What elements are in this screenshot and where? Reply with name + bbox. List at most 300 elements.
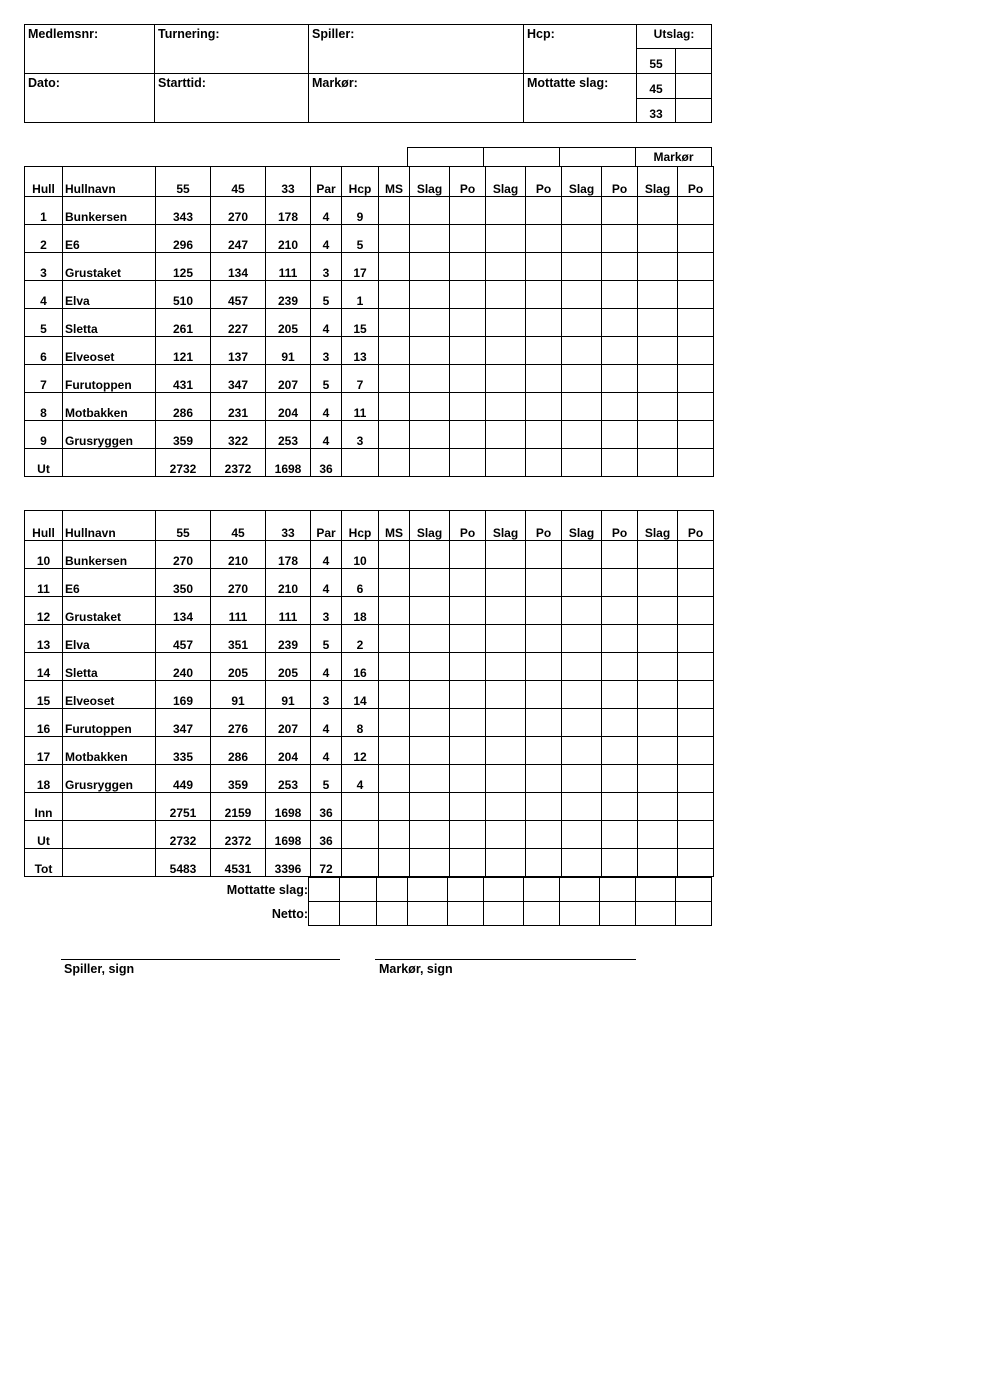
slag-input[interactable]	[562, 449, 602, 477]
po-input[interactable]	[526, 793, 562, 821]
po-input[interactable]	[450, 337, 486, 365]
starttid-field[interactable]	[154, 73, 309, 123]
dato-field[interactable]	[24, 73, 155, 123]
hole-row	[25, 569, 714, 597]
column-header-ms: MS	[379, 511, 410, 541]
cell-t33: 239	[266, 281, 311, 309]
slag-input[interactable]	[410, 793, 450, 821]
extra-input-box[interactable]	[483, 901, 524, 926]
slag-input[interactable]	[410, 421, 450, 449]
slag-input[interactable]	[486, 569, 526, 597]
ms-input[interactable]	[379, 737, 410, 765]
slag-input[interactable]	[410, 253, 450, 281]
po-input[interactable]	[602, 337, 638, 365]
extra-input-box[interactable]	[599, 877, 636, 902]
po-input[interactable]	[602, 765, 638, 793]
slag-input[interactable]	[486, 737, 526, 765]
po-input[interactable]	[678, 393, 714, 421]
cell-hcp: 9	[342, 197, 379, 225]
utslag-55-input[interactable]	[675, 48, 712, 74]
cell-hcp: 11	[342, 393, 379, 421]
cell-t55: 2732	[156, 449, 211, 477]
po-input[interactable]	[450, 197, 486, 225]
slag-input[interactable]	[410, 737, 450, 765]
extra-input-box[interactable]	[635, 877, 676, 902]
po-input[interactable]	[450, 365, 486, 393]
po-input[interactable]	[602, 253, 638, 281]
column-header-hullnavn: Hullnavn	[63, 167, 156, 197]
po-input[interactable]	[526, 681, 562, 709]
slag-input[interactable]	[410, 625, 450, 653]
cell-hull: 13	[25, 625, 63, 653]
po-input[interactable]	[526, 625, 562, 653]
mottatte-slag-label: Mottatte slag:	[527, 76, 609, 90]
slag-input[interactable]	[638, 709, 678, 737]
po-input[interactable]	[678, 821, 714, 849]
po-input[interactable]	[450, 569, 486, 597]
column-header-slag: Slag	[486, 167, 526, 197]
po-input[interactable]	[602, 309, 638, 337]
slag-input[interactable]	[562, 709, 602, 737]
slag-input[interactable]	[486, 421, 526, 449]
cell-hcp: 17	[342, 253, 379, 281]
po-input[interactable]	[602, 225, 638, 253]
column-header-slag: Slag	[638, 167, 678, 197]
cell-hull: 9	[25, 421, 63, 449]
slag-input[interactable]	[562, 597, 602, 625]
slag-input[interactable]	[562, 765, 602, 793]
extra-input-box[interactable]	[675, 901, 712, 926]
extra-input-box[interactable]	[559, 877, 600, 902]
po-input[interactable]	[526, 849, 562, 877]
utslag-33-input[interactable]	[675, 98, 712, 123]
cell-t55: 2751	[156, 793, 211, 821]
slag-input[interactable]	[638, 253, 678, 281]
slag-input[interactable]	[486, 653, 526, 681]
cell-name: Elveoset	[63, 681, 156, 709]
slag-input[interactable]	[562, 681, 602, 709]
slag-input[interactable]	[562, 541, 602, 569]
cell-par: 3	[311, 681, 342, 709]
po-input[interactable]	[678, 449, 714, 477]
markor-sign-line[interactable]	[375, 959, 636, 960]
po-input[interactable]	[450, 541, 486, 569]
po-input[interactable]	[450, 309, 486, 337]
hole-row	[25, 625, 714, 653]
po-input[interactable]	[602, 793, 638, 821]
slag-input[interactable]	[486, 449, 526, 477]
slag-input[interactable]	[562, 849, 602, 877]
po-input[interactable]	[450, 253, 486, 281]
extra-input-box[interactable]	[675, 877, 712, 902]
extra-input-box[interactable]	[523, 901, 560, 926]
slag-input[interactable]	[638, 597, 678, 625]
spiller-field[interactable]	[308, 24, 524, 74]
slag-input[interactable]	[638, 281, 678, 309]
slag-input[interactable]	[638, 197, 678, 225]
po-input[interactable]	[526, 197, 562, 225]
po-input[interactable]	[526, 737, 562, 765]
cell-hull: 12	[25, 597, 63, 625]
po-input[interactable]	[450, 737, 486, 765]
po-input[interactable]	[678, 709, 714, 737]
cell-t55: 286	[156, 393, 211, 421]
ms-input[interactable]	[379, 625, 410, 653]
po-input[interactable]	[526, 421, 562, 449]
column-header-slag: Slag	[410, 511, 450, 541]
slag-input[interactable]	[638, 449, 678, 477]
slag-input[interactable]	[410, 225, 450, 253]
ms-input[interactable]	[379, 365, 410, 393]
po-input[interactable]	[602, 197, 638, 225]
group-header-3	[559, 147, 636, 166]
column-header-slag: Slag	[562, 167, 602, 197]
po-input[interactable]	[450, 421, 486, 449]
slag-input[interactable]	[410, 337, 450, 365]
po-input[interactable]	[678, 849, 714, 877]
slag-input[interactable]	[638, 569, 678, 597]
slag-input[interactable]	[638, 737, 678, 765]
cell-t45: 137	[211, 337, 266, 365]
group-header-2	[483, 147, 560, 166]
po-input[interactable]	[450, 597, 486, 625]
po-input[interactable]	[678, 625, 714, 653]
slag-input[interactable]	[486, 709, 526, 737]
slag-input[interactable]	[562, 253, 602, 281]
po-input[interactable]	[450, 821, 486, 849]
slag-input[interactable]	[410, 709, 450, 737]
slag-input[interactable]	[562, 653, 602, 681]
slag-input[interactable]	[562, 625, 602, 653]
extra-input-box[interactable]	[635, 901, 676, 926]
ms-input[interactable]	[379, 821, 410, 849]
po-input[interactable]	[678, 337, 714, 365]
cell-par: 4	[311, 653, 342, 681]
po-input[interactable]	[678, 225, 714, 253]
ms-input[interactable]	[379, 765, 410, 793]
ms-input[interactable]	[379, 541, 410, 569]
po-input[interactable]	[526, 597, 562, 625]
slag-input[interactable]	[638, 541, 678, 569]
slag-input[interactable]	[638, 821, 678, 849]
slag-input[interactable]	[638, 365, 678, 393]
po-input[interactable]	[678, 281, 714, 309]
slag-input[interactable]	[562, 225, 602, 253]
po-input[interactable]	[602, 849, 638, 877]
slag-input[interactable]	[410, 653, 450, 681]
cell-par: 5	[311, 765, 342, 793]
extra-input-box[interactable]	[339, 901, 377, 926]
po-input[interactable]	[450, 849, 486, 877]
ms-input[interactable]	[379, 653, 410, 681]
po-input[interactable]	[602, 281, 638, 309]
extra-input-box[interactable]	[308, 901, 340, 926]
hole-row	[25, 765, 714, 793]
cell-par: 3	[311, 597, 342, 625]
po-input[interactable]	[526, 225, 562, 253]
extra-input-box[interactable]	[407, 877, 448, 902]
slag-input[interactable]	[410, 681, 450, 709]
cell-name: Elva	[63, 281, 156, 309]
column-header-po: Po	[602, 511, 638, 541]
extra-input-box[interactable]	[376, 901, 408, 926]
cell-t45: 322	[211, 421, 266, 449]
cell-name: Grustaket	[63, 253, 156, 281]
slag-input[interactable]	[486, 253, 526, 281]
po-input[interactable]	[602, 597, 638, 625]
cell-hcp: 7	[342, 365, 379, 393]
slag-input[interactable]	[638, 765, 678, 793]
po-input[interactable]	[678, 681, 714, 709]
ms-input[interactable]	[379, 709, 410, 737]
slag-input[interactable]	[486, 541, 526, 569]
slag-input[interactable]	[410, 309, 450, 337]
mottatte-slag-field[interactable]	[523, 73, 637, 123]
slag-input[interactable]	[562, 365, 602, 393]
ms-input[interactable]	[379, 597, 410, 625]
cell-t45: 270	[211, 569, 266, 597]
slag-input[interactable]	[410, 393, 450, 421]
ms-input[interactable]	[379, 253, 410, 281]
column-header-slag: Slag	[410, 167, 450, 197]
po-input[interactable]	[678, 309, 714, 337]
extra-input-box[interactable]	[523, 877, 560, 902]
slag-input[interactable]	[486, 793, 526, 821]
dato-label: Dato:	[28, 76, 60, 90]
po-input[interactable]	[450, 653, 486, 681]
po-input[interactable]	[678, 653, 714, 681]
po-input[interactable]	[526, 541, 562, 569]
slag-input[interactable]	[486, 197, 526, 225]
po-input[interactable]	[450, 709, 486, 737]
extra-input-box[interactable]	[447, 877, 484, 902]
extra-input-box[interactable]	[599, 901, 636, 926]
cell-name: Bunkersen	[63, 197, 156, 225]
po-input[interactable]	[526, 393, 562, 421]
slag-input[interactable]	[486, 821, 526, 849]
ms-input[interactable]	[379, 793, 410, 821]
cell-par: 4	[311, 569, 342, 597]
slag-input[interactable]	[410, 281, 450, 309]
slag-input[interactable]	[562, 569, 602, 597]
slag-input[interactable]	[486, 681, 526, 709]
column-header-row	[25, 511, 714, 541]
po-input[interactable]	[678, 253, 714, 281]
cell-t45: 205	[211, 653, 266, 681]
ms-input[interactable]	[379, 393, 410, 421]
po-input[interactable]	[450, 225, 486, 253]
column-header-hcp: Hcp	[342, 511, 379, 541]
po-input[interactable]	[678, 421, 714, 449]
po-input[interactable]	[602, 365, 638, 393]
cell-t55: 335	[156, 737, 211, 765]
po-input[interactable]	[450, 281, 486, 309]
ms-input[interactable]	[379, 197, 410, 225]
po-input[interactable]	[526, 569, 562, 597]
extra-input-box[interactable]	[376, 877, 408, 902]
slag-input[interactable]	[486, 597, 526, 625]
ms-input[interactable]	[379, 449, 410, 477]
po-input[interactable]	[678, 569, 714, 597]
turnering-field[interactable]	[154, 24, 309, 74]
extra-input-box[interactable]	[447, 901, 484, 926]
extra-input-box[interactable]	[407, 901, 448, 926]
slag-input[interactable]	[486, 625, 526, 653]
po-input[interactable]	[602, 541, 638, 569]
medlemsnr-field[interactable]	[24, 24, 155, 74]
ms-input[interactable]	[379, 309, 410, 337]
po-input[interactable]	[526, 253, 562, 281]
cell-hull: 7	[25, 365, 63, 393]
ms-input[interactable]	[379, 281, 410, 309]
slag-input[interactable]	[638, 625, 678, 653]
po-input[interactable]	[602, 569, 638, 597]
slag-input[interactable]	[486, 281, 526, 309]
cell-t33: 253	[266, 421, 311, 449]
slag-input[interactable]	[486, 849, 526, 877]
po-input[interactable]	[450, 765, 486, 793]
cell-hull: 6	[25, 337, 63, 365]
po-input[interactable]	[602, 449, 638, 477]
slag-input[interactable]	[410, 449, 450, 477]
slag-input[interactable]	[562, 197, 602, 225]
po-input[interactable]	[602, 821, 638, 849]
slag-input[interactable]	[562, 309, 602, 337]
column-header-po: Po	[450, 167, 486, 197]
slag-input[interactable]	[638, 225, 678, 253]
po-input[interactable]	[602, 737, 638, 765]
slag-input[interactable]	[486, 765, 526, 793]
slag-input[interactable]	[638, 309, 678, 337]
po-input[interactable]	[678, 765, 714, 793]
ms-input[interactable]	[379, 421, 410, 449]
total-row-inn	[25, 793, 714, 821]
po-input[interactable]	[602, 393, 638, 421]
po-input[interactable]	[602, 681, 638, 709]
slag-input[interactable]	[638, 653, 678, 681]
slag-input[interactable]	[638, 393, 678, 421]
po-input[interactable]	[678, 541, 714, 569]
slag-input[interactable]	[410, 849, 450, 877]
cell-par: 3	[311, 337, 342, 365]
po-input[interactable]	[450, 793, 486, 821]
po-input[interactable]	[526, 653, 562, 681]
po-input[interactable]	[526, 281, 562, 309]
column-header-po: Po	[450, 511, 486, 541]
po-input[interactable]	[526, 821, 562, 849]
markor-field[interactable]	[308, 73, 524, 123]
slag-input[interactable]	[562, 393, 602, 421]
po-input[interactable]	[602, 421, 638, 449]
po-input[interactable]	[526, 365, 562, 393]
slag-input[interactable]	[562, 421, 602, 449]
slag-input[interactable]	[486, 225, 526, 253]
column-header-33: 33	[266, 511, 311, 541]
cell-hcp	[342, 821, 379, 849]
slag-input[interactable]	[410, 821, 450, 849]
cell-t45: 111	[211, 597, 266, 625]
cell-hcp: 3	[342, 421, 379, 449]
extra-input-box[interactable]	[339, 877, 377, 902]
po-input[interactable]	[678, 365, 714, 393]
ms-input[interactable]	[379, 225, 410, 253]
cell-hull: 8	[25, 393, 63, 421]
po-input[interactable]	[450, 449, 486, 477]
cell-t45: 91	[211, 681, 266, 709]
po-input[interactable]	[678, 737, 714, 765]
ms-input[interactable]	[379, 337, 410, 365]
cell-name: Sletta	[63, 653, 156, 681]
slag-input[interactable]	[410, 597, 450, 625]
slag-input[interactable]	[486, 337, 526, 365]
po-input[interactable]	[602, 709, 638, 737]
po-input[interactable]	[526, 765, 562, 793]
utslag-45-input[interactable]	[675, 73, 712, 99]
po-input[interactable]	[526, 309, 562, 337]
po-input[interactable]	[526, 337, 562, 365]
po-input[interactable]	[678, 197, 714, 225]
po-input[interactable]	[602, 625, 638, 653]
po-input[interactable]	[526, 709, 562, 737]
slag-input[interactable]	[638, 793, 678, 821]
slag-input[interactable]	[410, 541, 450, 569]
po-input[interactable]	[450, 681, 486, 709]
hcp-field[interactable]	[523, 24, 637, 74]
cell-par: 4	[311, 737, 342, 765]
slag-input[interactable]	[562, 737, 602, 765]
slag-input[interactable]	[638, 421, 678, 449]
total-row-ut	[25, 821, 714, 849]
spiller-sign-line[interactable]	[61, 959, 340, 960]
extra-input-box[interactable]	[308, 877, 340, 902]
extra-input-box[interactable]	[483, 877, 524, 902]
cell-t33: 1698	[266, 821, 311, 849]
column-header-hull: Hull	[25, 167, 63, 197]
netto-row-label: Netto:	[271, 907, 308, 921]
ms-input[interactable]	[379, 849, 410, 877]
slag-input[interactable]	[562, 793, 602, 821]
slag-input[interactable]	[486, 365, 526, 393]
hole-row	[25, 365, 714, 393]
slag-input[interactable]	[410, 765, 450, 793]
po-input[interactable]	[602, 653, 638, 681]
po-input[interactable]	[678, 597, 714, 625]
slag-input[interactable]	[638, 337, 678, 365]
slag-input[interactable]	[410, 197, 450, 225]
slag-input[interactable]	[638, 849, 678, 877]
ms-input[interactable]	[379, 569, 410, 597]
slag-input[interactable]	[562, 281, 602, 309]
slag-input[interactable]	[410, 569, 450, 597]
column-header-hcp: Hcp	[342, 167, 379, 197]
slag-input[interactable]	[638, 681, 678, 709]
ms-input[interactable]	[379, 681, 410, 709]
cell-hcp: 1	[342, 281, 379, 309]
slag-input[interactable]	[486, 393, 526, 421]
po-input[interactable]	[450, 625, 486, 653]
po-input[interactable]	[450, 393, 486, 421]
po-input[interactable]	[678, 793, 714, 821]
cell-par: 4	[311, 421, 342, 449]
slag-input[interactable]	[562, 821, 602, 849]
cell-par: 5	[311, 365, 342, 393]
po-input[interactable]	[526, 449, 562, 477]
slag-input[interactable]	[410, 365, 450, 393]
extra-input-box[interactable]	[559, 901, 600, 926]
slag-input[interactable]	[486, 309, 526, 337]
slag-input[interactable]	[562, 337, 602, 365]
column-header-45: 45	[211, 167, 266, 197]
